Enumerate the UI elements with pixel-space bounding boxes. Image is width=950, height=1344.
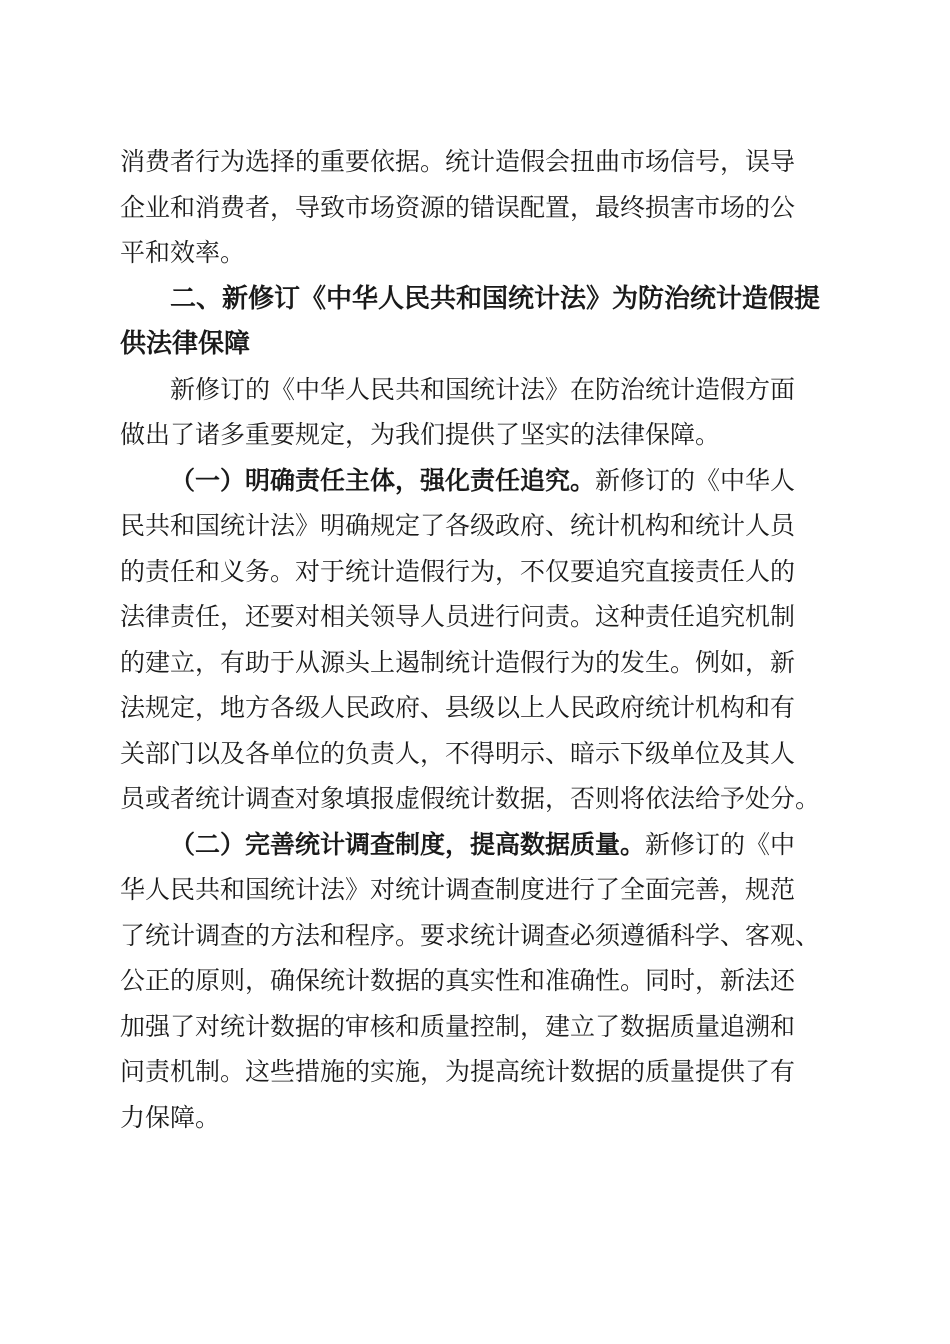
text-line-23: 问责机制。这些措施的实施，为提高统计数据的质量提供了有 xyxy=(120,1057,796,1086)
text-line-7: 做出了诸多重要规定，为我们提供了坚实的法律保障。 xyxy=(120,420,721,449)
text-line-16: 员或者统计调查对象填报虚假统计数据，否则将依法给予处分。 xyxy=(120,784,821,813)
text-line-10: 民共和国统计法》明确规定了各级政府、统计机构和统计人员 xyxy=(120,511,796,540)
subheading-two: （二）完善统计调查制度，提高数据质量。 xyxy=(170,830,646,859)
text-line-22: 加强了对统计数据的审核和质量控制，建立了数据质量追溯和 xyxy=(120,1012,796,1041)
text-line-11: 的责任和义务。对于统计造假行为，不仅要追究直接责任人的 xyxy=(120,557,796,586)
section-heading-line-1: 二、新修订《中华人民共和国统计法》为防治统计造假提 xyxy=(170,284,821,314)
paragraph-line xyxy=(170,825,830,865)
subheading-one: （一）明确责任主体，强化责任追究。 xyxy=(170,466,596,495)
text-line-2: 企业和消费者，导致市场资源的错误配置，最终损害市场的公 xyxy=(120,193,796,222)
text-line-19: 华人民共和国统计法》对统计调查制度进行了全面完善，规范 xyxy=(120,875,796,904)
text-line-13: 的建立，有助于从源头上遏制统计造假行为的发生。例如，新 xyxy=(120,648,796,677)
text-line-15: 关部门以及各单位的负责人，不得明示、暗示下级单位及其人 xyxy=(120,739,796,768)
paragraph-text: 新修订的《中 xyxy=(645,830,796,859)
paragraph-line xyxy=(170,461,830,501)
text-line-1: 消费者行为选择的重要依据。统计造假会扭曲市场信号，误导 xyxy=(120,147,796,176)
paragraph-text: 新修订的《中华人 xyxy=(595,466,796,495)
text-line-14: 法规定，地方各级人民政府、县级以上人民政府统计机构和有 xyxy=(120,693,796,722)
text-line-20: 了统计调查的方法和程序。要求统计调查必须遵循科学、客观、 xyxy=(120,921,821,950)
text-line-21: 公正的原则，确保统计数据的真实性和准确性。同时，新法还 xyxy=(120,966,796,995)
text-line-24: 力保障。 xyxy=(120,1103,221,1132)
text-line-6: 新修订的《中华人民共和国统计法》在防治统计造假方面 xyxy=(170,375,796,404)
text-line-12: 法律责任，还要对相关领导人员进行问责。这种责任追究机制 xyxy=(120,602,796,631)
text-line-3: 平和效率。 xyxy=(120,238,246,267)
section-heading-line-2: 供法律保障 xyxy=(120,329,251,359)
